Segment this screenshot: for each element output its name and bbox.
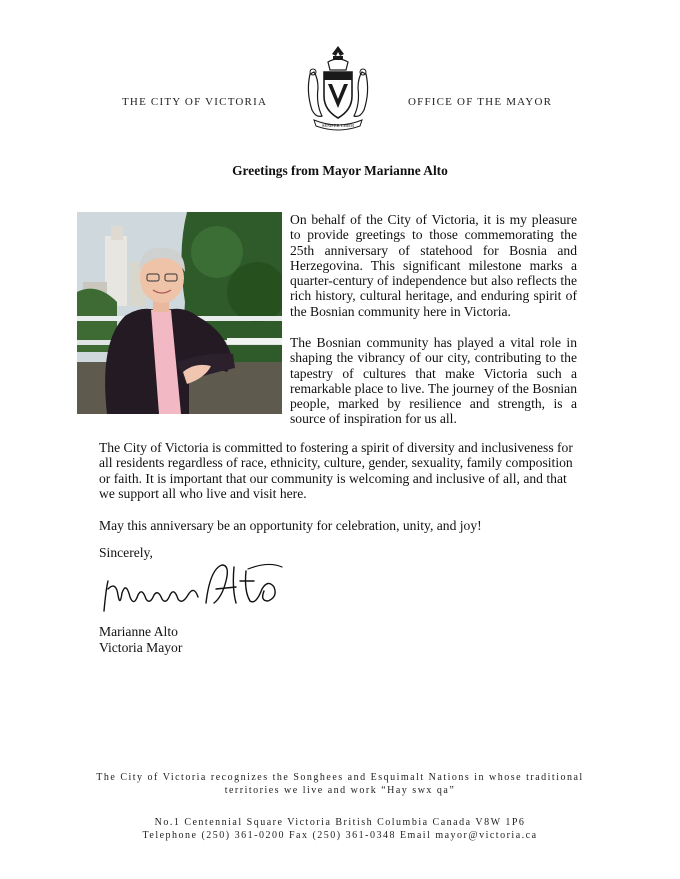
signer-name: Marianne Alto	[99, 624, 178, 639]
letterhead-left-text: THE CITY OF VICTORIA	[122, 96, 268, 108]
handwritten-signature	[98, 559, 298, 619]
land-acknowledgement-line-2: territories we live and work “Hay swx qa”	[224, 785, 456, 796]
city-crest-logo	[300, 44, 376, 132]
letterhead-left	[122, 96, 267, 108]
closing-salutation: Sincerely,	[99, 545, 153, 560]
letterhead-right-text: OFFICE OF THE MAYOR	[408, 96, 553, 108]
paragraph-3: The City of Victoria is committed to fostering a spirit of diversity and inclusiveness for all residents regardless of race, ethnicity, culture, gender, sexuality, family composition or faith. It is important that our community is welcoming and inclusive of all, and that we support all who live and visit here.	[99, 440, 573, 501]
crest-motto: SEMPER LIBER	[321, 123, 355, 128]
signer-title: Victoria Mayor	[99, 640, 183, 655]
mayor-photo	[77, 212, 282, 414]
land-acknowledgement-line-1: The City of Victoria recognizes the Songhees and Esquimalt Nations in whose traditional	[96, 772, 584, 783]
paragraph-4: May this anniversary be an opportunity for celebration, unity, and joy!	[99, 518, 482, 533]
footer-contact: Telephone (250) 361-0200 Fax (250) 361-0348 Email mayor@victoria.ca	[142, 830, 538, 841]
letterhead-right	[408, 96, 552, 108]
page-title: Greetings from Mayor Marianne Alto	[232, 163, 448, 178]
footer-address: No.1 Centennial Square Victoria British Columbia Canada V8W 1P6	[154, 817, 526, 828]
paragraph-2: The Bosnian community has played a vital role in shaping the vibrancy of our city, contributing to the tapestry of cultures that make Victoria such a remarkable place to live. The journey of the Bosnian people, marked by resilience and strength, is a source of inspiration for us all.	[290, 335, 577, 427]
paragraph-1: On behalf of the City of Victoria, it is my pleasure to provide greetings to those commemorating the 25th anniversary of statehood for Bosnia and Herzegovina. This significant milestone marks a quarter-century of independence but also reflects the rich history, cultural heritage, and enduring spirit of the Bosnian community here in Victoria.	[290, 212, 577, 319]
